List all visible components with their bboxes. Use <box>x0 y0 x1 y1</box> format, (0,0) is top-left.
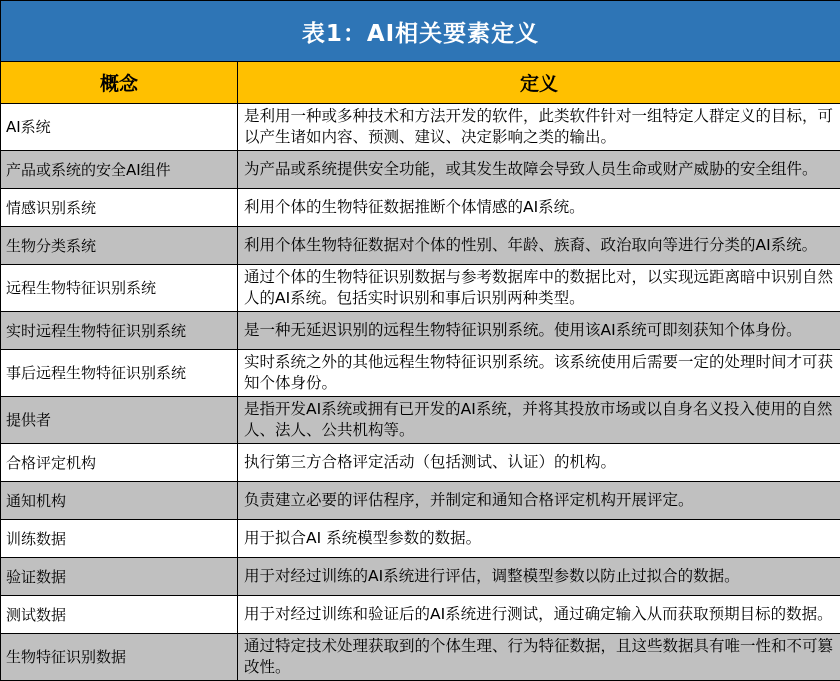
concept-cell: 产品或系统的安全AI组件 <box>1 151 238 189</box>
definition-cell: 用于对经过训练的AI系统进行评估，调整模型参数以防止过拟合的数据。 <box>238 558 840 596</box>
concept-cell: 提供者 <box>1 397 238 444</box>
concept-cell: 生物特征识别数据 <box>1 634 238 681</box>
table-row <box>1 350 840 397</box>
definition-cell: 利用个体的生物特征数据推断个体情感的AI系统。 <box>238 189 840 227</box>
definition-cell: 是一种无延迟识别的远程生物特征识别系统。使用该AI系统可即刻获知个体身份。 <box>238 312 840 350</box>
concept-cell: 测试数据 <box>1 596 238 634</box>
definition-cell: 实时系统之外的其他远程生物特征识别系统。该系统使用后需要一定的处理时间才可获知个体身份。 <box>238 350 840 397</box>
concept-cell: AI系统 <box>1 104 238 151</box>
table-title: 表1：AI相关要素定义 <box>1 1 840 62</box>
concept-cell: 情感识别系统 <box>1 189 238 227</box>
concept-cell: 合格评定机构 <box>1 444 238 482</box>
table-row <box>1 596 840 634</box>
table-row <box>1 520 840 558</box>
definition-cell: 是利用一种或多种技术和方法开发的软件，此类软件针对一组特定人群定义的目标，可以产生诸如内容、预测、建议、决定影响之类的输出。 <box>238 104 840 151</box>
table-row <box>1 104 840 151</box>
definition-cell: 负责建立必要的评估程序，并制定和通知合格评定机构开展评定。 <box>238 482 840 520</box>
column-header-definition: 定义 <box>238 62 840 104</box>
table-row <box>1 265 840 312</box>
table-row <box>1 634 840 681</box>
definition-cell: 是指开发AI系统或拥有已开发的AI系统，并将其投放市场或以自身名义投入使用的自然人、法人、公共机构等。 <box>238 397 840 444</box>
definition-cell: 为产品或系统提供安全功能，或其发生故障会导致人员生命或财产威胁的安全组件。 <box>238 151 840 189</box>
concept-cell: 验证数据 <box>1 558 238 596</box>
concept-cell: 事后远程生物特征识别系统 <box>1 350 238 397</box>
table-head <box>1 1 840 104</box>
column-header-concept: 概念 <box>1 62 238 104</box>
table-row <box>1 397 840 444</box>
title-row <box>1 1 840 62</box>
table-row <box>1 189 840 227</box>
concept-cell: 通知机构 <box>1 482 238 520</box>
table-row <box>1 444 840 482</box>
definition-cell: 通过个体的生物特征识别数据与参考数据库中的数据比对，以实现远距离暗中识别自然人的AI系统。包括实时识别和事后识别两种类型。 <box>238 265 840 312</box>
concept-cell: 远程生物特征识别系统 <box>1 265 238 312</box>
table-body <box>1 104 840 681</box>
definition-cell: 用于拟合AI 系统模型参数的数据。 <box>238 520 840 558</box>
concept-cell: 实时远程生物特征识别系统 <box>1 312 238 350</box>
table-row <box>1 151 840 189</box>
concept-cell: 生物分类系统 <box>1 227 238 265</box>
table-row <box>1 227 840 265</box>
table-row <box>1 482 840 520</box>
definition-cell: 利用个体生物特征数据对个体的性别、年龄、族裔、政治取向等进行分类的AI系统。 <box>238 227 840 265</box>
definition-cell: 通过特定技术处理获取到的个体生理、行为特征数据，且这些数据具有唯一性和不可篡改性。 <box>238 634 840 681</box>
definition-cell: 用于对经过训练和验证后的AI系统进行测试，通过确定输入从而获取预期目标的数据。 <box>238 596 840 634</box>
concept-cell: 训练数据 <box>1 520 238 558</box>
column-header-row <box>1 62 840 104</box>
definition-cell: 执行第三方合格评定活动（包括测试、认证）的机构。 <box>238 444 840 482</box>
table-row <box>1 312 840 350</box>
table-row <box>1 558 840 596</box>
